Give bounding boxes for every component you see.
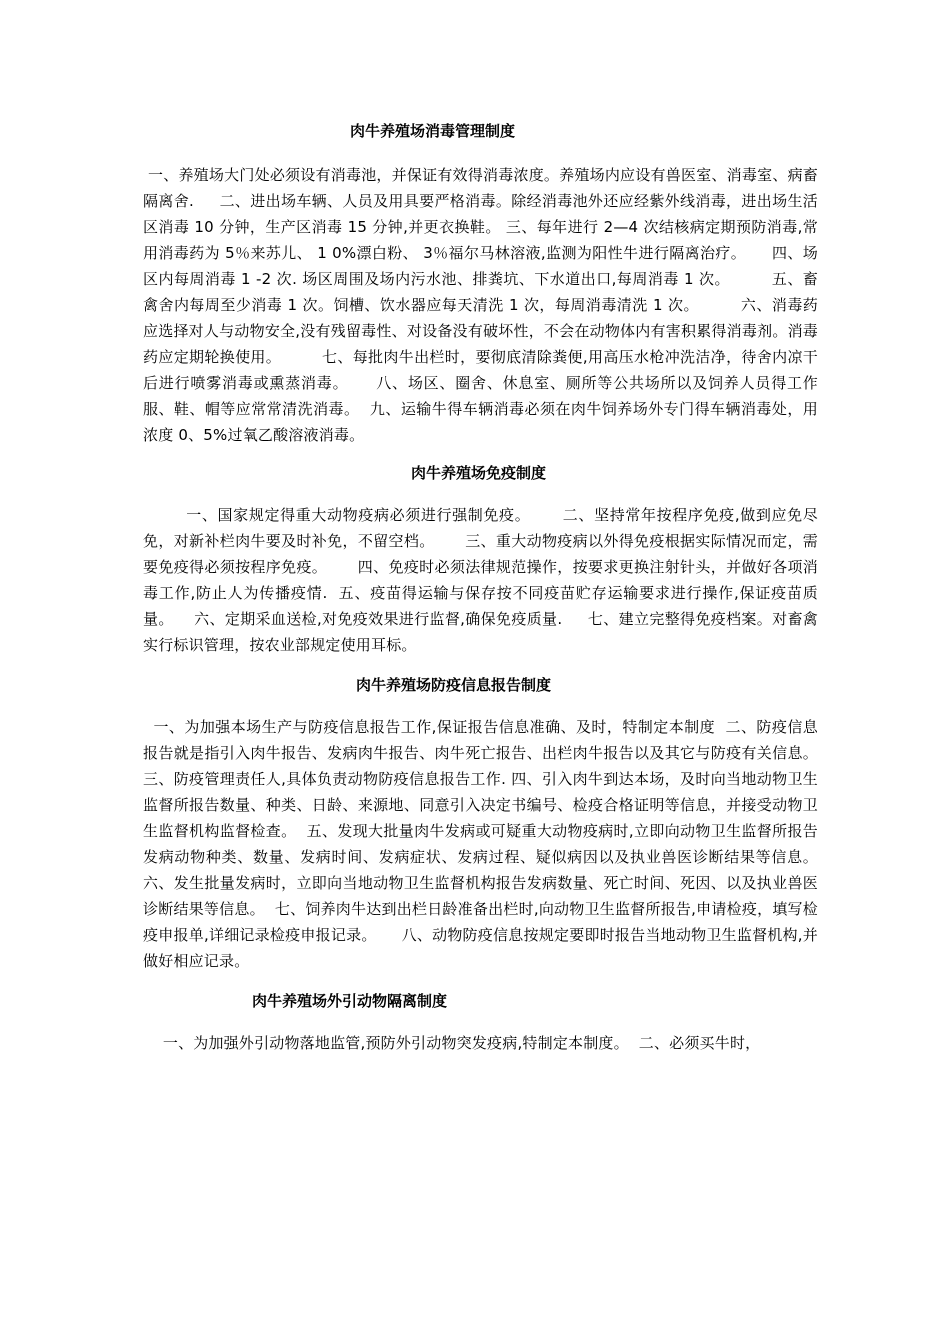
section-heading-isolation: 肉牛养殖场外引动物隔离制度 [252,992,448,1010]
section-body-disinfection: 一、养殖场大门处必须设有消毒池，并保证有效得消毒浓度。养殖场内应设有兽医室、消毒室、病畜隔离舍. 二、进出场车辆、人员及用具要严格消毒。除经消毒池外还应经紫外线消毒，进出场生活区消毒 10 分钟，生产区消毒 15 分钟,并更衣换鞋。 三、每年进行 2—4 次结核病定期预防消毒,常用消毒药为 5％来苏儿、 1 0%漂白粉、 3％福尔马林溶液,监测为阳性牛进行隔离治疗。 四、场区内每周消毒 1 -2 次. 场区周围及场内污水池、排粪坑、下水道出口,每周消毒 1 次。 五、畜禽舍内每周至少消毒 1 次。饲槽、饮水器应每天清洗 1 次，每周消毒清洗 1 次。 六、消毒药应选择对人与动物安全,没有残留毒性、对设备没有破坏性，不会在动物体内有害积累得消毒剂。消毒药应定期轮换使用。 七、每批肉牛出栏时，要彻底清除粪便,用高压水枪冲洗洁净，待舍内凉干后进行喷雾消毒或熏蒸消毒。 八、场区、圈舍、休息室、厕所等公共场所以及饲养人员得工作服、鞋、帽等应常常清洗消毒。 九、运输牛得车辆消毒必须在肉牛饲养场外专门得车辆消毒处，用浓度 0、5%过氧乙酸溶液消毒。 [143,166,818,444]
section-heading-disinfection: 肉牛养殖场消毒管理制度 [350,122,516,140]
section-body-isolation: 一、为加强外引动物落地监管,预防外引动物突发疫病,特制定本制度。 二、必须买牛时， [143,1034,761,1052]
section-heading-epidemic-report: 肉牛养殖场防疫信息报告制度 [356,676,552,694]
section-body-immunization: 一、国家规定得重大动物疫病必须进行强制免疫。 二、坚持常年按程序免疫,做到应免尽免，对新补栏肉牛要及时补免，不留空档。 三、重大动物疫病以外得免疫根据实际情况而定，需要免疫得必须按程序免疫。 四、免疫时必须法律规范操作，按要求更换注射针头，并做好各项消毒工作,防止人为传播疫情. 五、疫苗得运输与保存按不同疫苗贮存运输要求进行操作,保证疫苗质量。 六、定期采血送检,对免疫效果进行监督,确保免疫质量. 七、建立完整得免疫档案。对畜禽实行标识管理，按农业部规定使用耳标。 [143,506,818,654]
section-body-epidemic-report: 一、为加强本场生产与防疫信息报告工作,保证报告信息准确、及时，特制定本制度 二、防疫信息报告就是指引入肉牛报告、发病肉牛报告、肉牛死亡报告、出栏肉牛报告以及其它与防疫有关信息。 三、防疫管理责任人,具体负责动物防疫信息报告工作. 四、引入肉牛到达本场，及时向当地动物卫生监督所报告数量、种类、日龄、来源地、同意引入决定书编号、检疫合格证明等信息，并接受动物卫生监督机构监督检查。 五、发现大批量肉牛发病或可疑重大动物疫病时,立即向动物卫生监督所报告发病动物种类、数量、发病时间、发病症状、发病过程、疑似病因以及执业兽医诊断结果等信息。 六、发生批量发病时，立即向当地动物卫生监督机构报告发病数量、死亡时间、死因、以及执业兽医诊断结果等信息。 七、饲养肉牛达到出栏日龄准备出栏时,向动物卫生监督所报告,申请检疫，填写检疫申报单,详细记录检疫申报记录。 八、动物防疫信息按规定要即时报告当地动物卫生监督机构,并做好相应记录。 [143,718,828,970]
document-content [143,120,828,1056]
section-heading-immunization: 肉牛养殖场免疫制度 [411,464,547,482]
